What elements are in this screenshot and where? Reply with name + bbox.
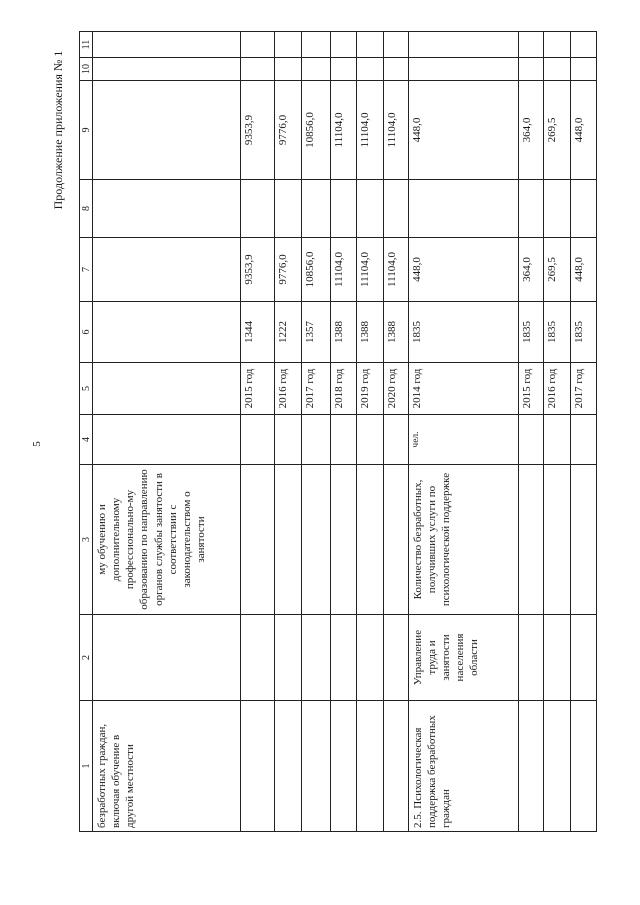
value-cell: 1344	[241, 302, 275, 363]
column-header: 9	[80, 81, 93, 180]
total-funding-cell: 448,0	[409, 238, 519, 302]
table-row	[357, 32, 383, 832]
regional-budget-cell: 9776,0	[275, 81, 302, 180]
activity-name: безработных граждан, включая обучение в другой местности	[93, 701, 241, 832]
year-cell: 2016 год	[275, 363, 302, 415]
value-cell: 1835	[570, 302, 596, 363]
regional-budget-cell: 11104,0	[383, 81, 408, 180]
value-cell: 1357	[302, 302, 330, 363]
total-funding-cell: 364,0	[518, 238, 543, 302]
executor-name: Управление труда и занятости населения области	[409, 615, 519, 701]
table-row	[302, 32, 330, 832]
appendix-continuation-title: Продолжение приложения № 1	[51, 50, 65, 210]
column-header: 1	[80, 701, 93, 832]
year-cell: 2018 год	[330, 363, 356, 415]
regional-budget-cell: 269,5	[544, 81, 570, 180]
column-header: 6	[80, 302, 93, 363]
total-funding-cell: 11104,0	[383, 238, 408, 302]
column-header: 8	[80, 180, 93, 238]
column-header: 7	[80, 238, 93, 302]
total-funding-cell: 11104,0	[357, 238, 383, 302]
program-table	[79, 32, 597, 832]
total-funding-cell: 9776,0	[275, 238, 302, 302]
column-header: 3	[80, 465, 93, 615]
year-cell: 2015 год	[518, 363, 543, 415]
table-row	[518, 32, 543, 832]
year-cell: 2017 год	[302, 363, 330, 415]
table-row	[383, 32, 408, 832]
year-cell: 2020 год	[383, 363, 408, 415]
column-header: 4	[80, 415, 93, 465]
regional-budget-cell: 11104,0	[330, 81, 356, 180]
value-cell: 1835	[409, 302, 519, 363]
column-header: 5	[80, 363, 93, 415]
table-row	[275, 32, 302, 832]
table-row	[241, 32, 275, 832]
column-header: 10	[80, 58, 93, 81]
regional-budget-cell: 448,0	[409, 81, 519, 180]
value-cell: 1835	[518, 302, 543, 363]
total-funding-cell: 269,5	[544, 238, 570, 302]
table-row	[330, 32, 356, 832]
year-cell: 2016 год	[544, 363, 570, 415]
column-header: 2	[80, 615, 93, 701]
column-number-row	[80, 32, 93, 832]
year-cell: 2017 год	[570, 363, 596, 415]
value-cell: 1388	[330, 302, 356, 363]
indicator-name: Количество безработных, получивших услуги по психологической поддержке	[409, 465, 519, 615]
regional-budget-cell: 11104,0	[357, 81, 383, 180]
value-cell: 1388	[383, 302, 408, 363]
total-funding-cell: 11104,0	[330, 238, 356, 302]
table-row	[570, 32, 596, 832]
year-cell: 2014 год	[409, 363, 519, 415]
total-funding-cell: 448,0	[570, 238, 596, 302]
value-cell: 1835	[544, 302, 570, 363]
indicator-name: му обучению и дополнительному профессионально-му образованию по направлению органов службы занятости в соответствии с законодательством о занятости	[93, 465, 241, 615]
value-cell: 1388	[357, 302, 383, 363]
year-cell: 2019 год	[357, 363, 383, 415]
column-header: 11	[80, 32, 93, 58]
activity-name: 2.5. Психологическая поддержка безработных граждан	[409, 701, 519, 832]
year-cell: 2015 год	[241, 363, 275, 415]
total-funding-cell: 10856,0	[302, 238, 330, 302]
total-funding-cell: 9353,9	[241, 238, 275, 302]
table-row	[409, 32, 519, 832]
page-number: 5	[31, 441, 43, 447]
regional-budget-cell: 448,0	[570, 81, 596, 180]
value-cell: 1222	[275, 302, 302, 363]
regional-budget-cell: 9353,9	[241, 81, 275, 180]
table-row	[93, 32, 241, 832]
table-row	[544, 32, 570, 832]
unit-cell: чел.	[409, 415, 519, 465]
regional-budget-cell: 10856,0	[302, 81, 330, 180]
regional-budget-cell: 364,0	[518, 81, 543, 180]
